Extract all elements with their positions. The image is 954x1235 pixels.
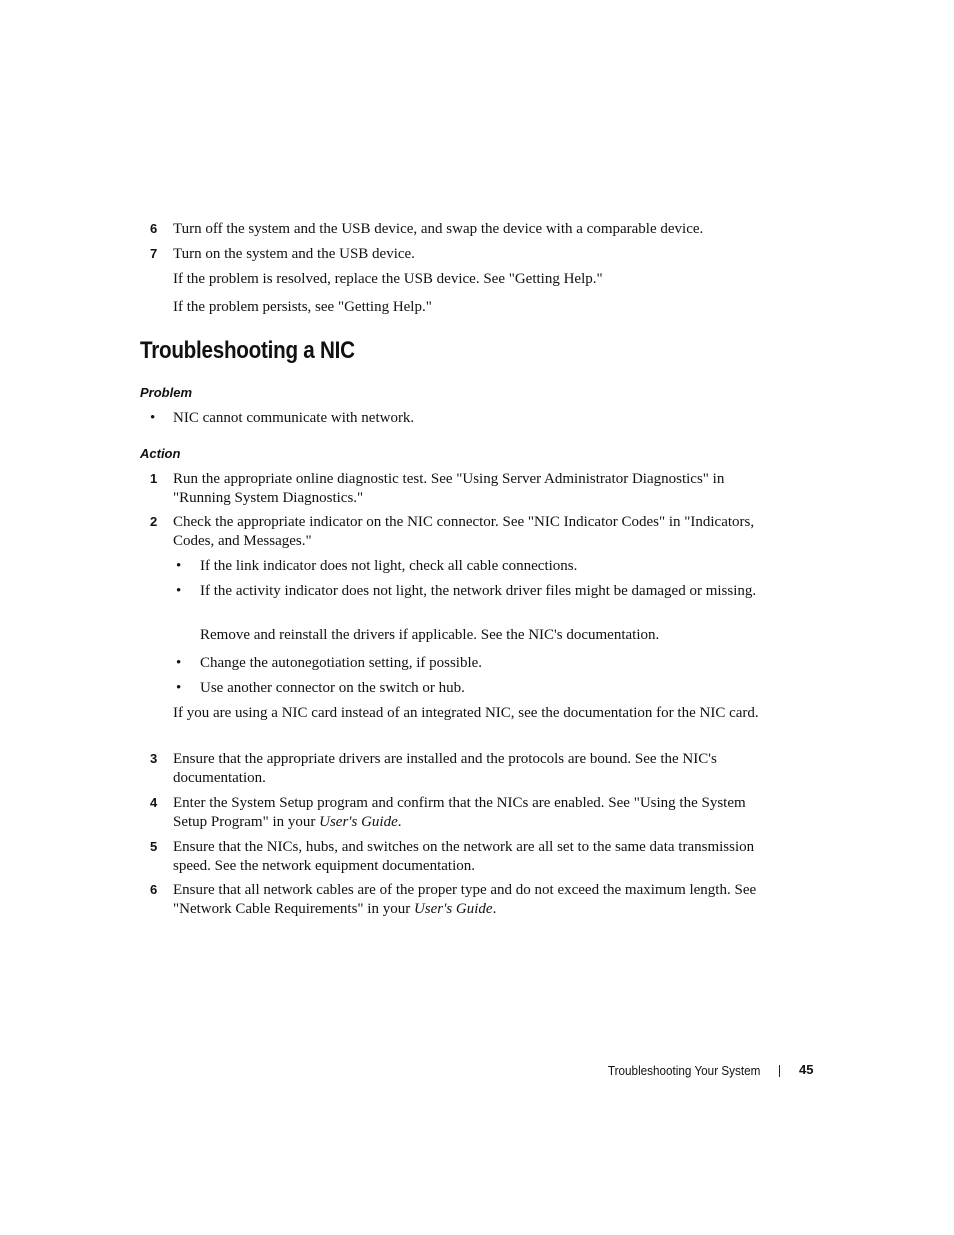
guide-title: User's Guide [413, 900, 493, 917]
step-text: Ensure that the NICs, hubs, and switches on the network are all set to the same data transmission speed. See the network equipment documentation. [173, 839, 755, 874]
bullet-icon: • [176, 680, 182, 696]
step-text: Ensure that the appropriate drivers are installed and the protocols are bound. See the NIC's documentation. [173, 751, 717, 786]
step-text: Check the appropriate indicator on the NIC connector. See "NIC Indicator Codes" in "Indicators, Codes, and Messages." [173, 514, 755, 549]
bullet-icon: • [176, 558, 182, 574]
step-text-part: Enter the System Setup program and confirm that the NICs are enabled. See "Using the System Setup Program" in your [173, 795, 746, 830]
step-number: 4 [150, 795, 158, 810]
footer-divider [779, 1065, 780, 1077]
problem-heading: Problem [140, 385, 193, 400]
step-text: Run the appropriate online diagnostic test. See "Using Server Administrator Diagnostics" in "Running System Diagnostics." [173, 471, 725, 506]
section-title: Troubleshooting a NIC [140, 337, 355, 364]
step-number: 2 [150, 514, 158, 529]
step-text: Turn off the system and the USB device, and swap the device with a comparable device. [173, 221, 704, 237]
problem-item: NIC cannot communicate with network. [173, 410, 415, 426]
step-number: 3 [150, 751, 158, 766]
step-text-part: Ensure that all network cables are of the proper type and do not exceed the maximum length. See "Network Cable Requirements" in your [173, 882, 757, 917]
step-number: 6 [150, 221, 158, 236]
footer-chapter: Troubleshooting Your System [607, 1063, 760, 1078]
action-heading: Action [140, 446, 181, 461]
sub-bullet-note: Remove and reinstall the drivers if applicable. See the NIC's documentation. [200, 627, 660, 643]
step-text [173, 794, 763, 831]
sub-bullet-text: Change the autonegotiation setting, if possible. [200, 655, 483, 671]
bullet-icon: • [150, 410, 156, 426]
sub-bullet-text: Use another connector on the switch or hub. [200, 680, 465, 696]
step-text: Turn on the system and the USB device. [173, 246, 415, 262]
step-note: If you are using a NIC card instead of an integrated NIC, see the documentation for the NIC card. [173, 705, 759, 721]
step-number: 5 [150, 839, 158, 854]
step-number: 6 [150, 882, 158, 897]
step-number: 7 [150, 246, 158, 261]
step-note: If the problem persists, see "Getting Help." [173, 299, 432, 315]
sub-bullet-text: If the activity indicator does not light, the network driver files might be damaged or missing. [200, 583, 757, 599]
guide-title: User's Guide [319, 813, 398, 830]
page-number: 45 [799, 1062, 814, 1077]
step-text-part: . [397, 813, 402, 830]
step-text-part: . [492, 900, 497, 917]
step-text [173, 881, 763, 918]
step-note: If the problem is resolved, replace the USB device. See "Getting Help." [173, 271, 603, 287]
bullet-icon: • [176, 583, 182, 599]
sub-bullet-text: If the link indicator does not light, check all cable connections. [200, 558, 578, 574]
step-number: 1 [150, 471, 158, 486]
bullet-icon: • [176, 655, 182, 671]
